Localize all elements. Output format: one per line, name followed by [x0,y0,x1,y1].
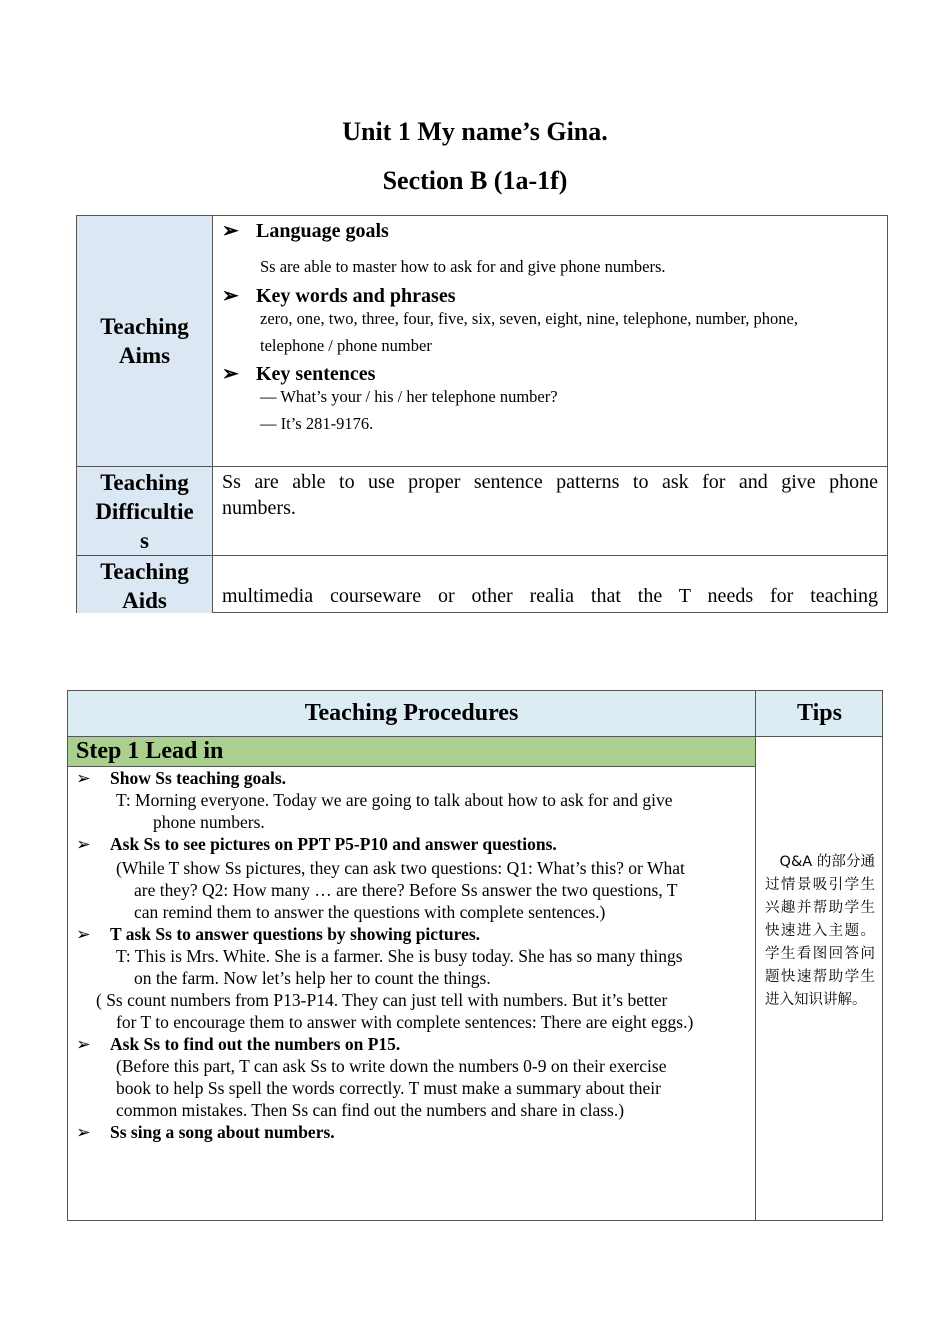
procedure-line: common mistakes. Then Ss can find out the numbers and share in class.) [116,1100,625,1120]
procedure-bullet-4-text: Ask Ss to find out the numbers on P15. [110,1034,401,1054]
procedure-line: T: This is Mrs. White. She is a farmer. She is busy today. She has so many things [116,946,683,966]
arrow-bullet-icon: ➢ [76,1122,91,1142]
arrow-bullet-icon: ➢ [76,768,91,788]
arrow-bullet-icon: ➢ [222,363,239,385]
aims-label-line1: Teaching [100,314,189,339]
procedure-bullet-1 [76,767,286,789]
document-title: Unit 1 My name’s Gina. [342,117,608,146]
aims-label-cell [77,216,213,466]
goal-key-words [222,283,455,308]
teaching-procedures-table [67,690,883,1221]
procedure-bullet-2-text: Ask Ss to see pictures on PPT P5-P10 and answer questions. [110,834,557,854]
teaching-aims-table [76,215,888,613]
header-tips: Tips [797,700,842,726]
procedure-bullet-5 [76,1121,335,1143]
aids-label-line1: Teaching [100,559,189,584]
goal-language [222,218,389,243]
arrow-bullet-icon: ➢ [222,220,239,242]
procedure-bullet-5-text: Ss sing a song about numbers. [110,1122,335,1142]
procedure-line: book to help Ss spell the words correctly. T must make a summary about their [116,1078,661,1098]
difficulties-label-line1: Teaching [100,470,189,495]
key-words-line1: zero, one, two, three, four, five, six, seven, eight, nine, telephone, number, phone, [260,309,798,328]
procedure-line: are they? Q2: How many … are there? Before Ss answer the two questions, T [134,880,678,900]
tips-text: Q&A 的部分通过情景吸引学生兴趣并帮助学生快速进入主题。学生看图回答问题快速帮助学生进入知识讲解。 [765,854,875,1008]
difficulties-label-line2: Difficultie [95,499,194,524]
procedure-bullet-4 [76,1033,400,1055]
procedure-line: can remind them to answer the questions with complete sentences.) [134,902,606,922]
step-1-heading: Step 1 Lead in [68,737,755,767]
arrow-bullet-icon: ➢ [76,1034,91,1054]
aims-label-line2: Aims [118,343,171,368]
arrow-bullet-icon: ➢ [76,834,91,854]
procedure-line: on the farm. Now let’s help her to count the things. [134,968,491,988]
key-words-line2: telephone / phone number [260,336,432,355]
arrow-bullet-icon: ➢ [76,924,91,944]
difficulties-content-cell [214,467,887,555]
difficulties-label-cell [77,467,213,555]
procedure-line: phone numbers. [153,812,265,832]
aids-text: multimedia courseware or other realia that the T needs for teaching [222,585,878,607]
goal-language-text: Ss are able to master how to ask for and give phone numbers. [260,257,666,276]
key-sentence-2: — It’s 281-9176. [260,414,374,433]
goal-key-sentences [222,361,375,386]
procedure-line: T: Morning everyone. Today we are going to talk about how to ask for and give [116,790,673,810]
column-divider [755,691,756,1220]
procedure-line: (While T show Ss pictures, they can ask two questions: Q1: What’s this? or What [116,858,685,878]
procedure-line: ( Ss count numbers from P13-P14. They can just tell with numbers. But it’s better [96,990,668,1010]
arrow-bullet-icon: ➢ [222,285,239,307]
goal-language-title: Language goals [256,220,389,242]
section-subtitle: Section B (1a-1f) [382,166,568,195]
header-procedures: Teaching Procedures [304,700,519,726]
difficulties-label-line3: s [140,528,149,553]
aims-content-cell [214,216,887,466]
goal-key-words-title: Key words and phrases [256,285,456,307]
procedure-line: for T to encourage them to answer with complete sentences: There are eight eggs.) [116,1012,694,1032]
procedure-bullet-1-text: Show Ss teaching goals. [110,768,287,788]
procedure-line: (Before this part, T can ask Ss to write down the numbers 0-9 on their exercise [116,1056,667,1076]
difficulties-line2: numbers. [222,497,296,519]
key-sentence-1: — What’s your / his / her telephone number? [260,387,558,406]
procedure-bullet-3-text: T ask Ss to answer questions by showing pictures. [110,924,481,944]
aids-content-cell [214,556,887,613]
goal-key-sentences-title: Key sentences [256,363,376,385]
aids-label-line2: Aids [122,588,167,613]
procedure-bullet-3 [76,923,480,945]
procedure-bullet-2 [76,833,557,855]
difficulties-line1: Ss are able to use proper sentence patterns to ask for and give phone [222,471,878,493]
aids-label-cell [77,556,213,613]
